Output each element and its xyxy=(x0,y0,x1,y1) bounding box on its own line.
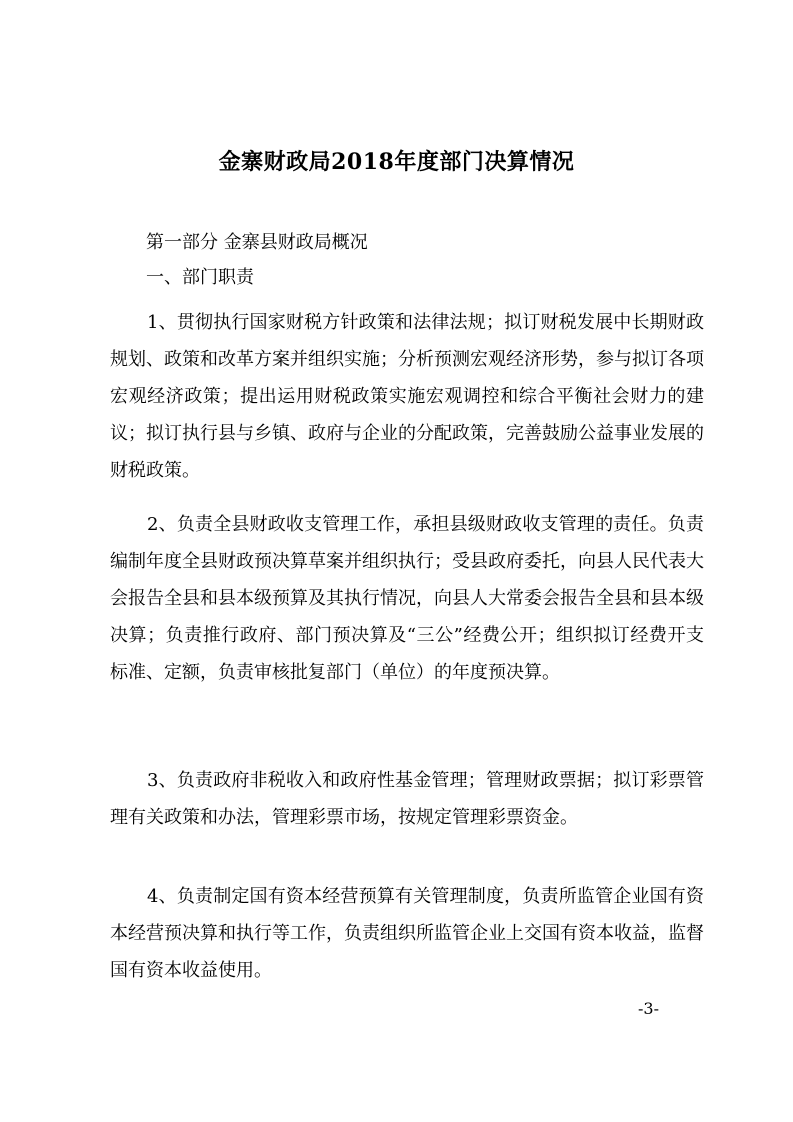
section-heading: 一、部门职责 xyxy=(146,267,254,288)
part-heading: 第一部分 金寨县财政局概况 xyxy=(146,232,368,253)
page-number: -3- xyxy=(638,999,659,1018)
paragraph-duty-1: 1、贯彻执行国家财税方针政策和法律法规；拟订财税发展中长期财政规划、政策和改革方案并组织实施；分析预测宏观经济形势，参与拟订各项宏观经济政策；提出运用财税政策实施宏观调控和综合平衡社会财力的建议；拟订执行县与乡镇、政府与企业的分配政策，完善鼓励公益事业发展的财税政策。 xyxy=(110,312,704,481)
paragraph-duty-2: 2、负责全县财政收支管理工作，承担县级财政收支管理的责任。负责编制年度全县财政预决算草案并组织执行；受县政府委托，向县人民代表大会报告全县和县本级预算及其执行情况，向县人大常委会报告全县和县本级决算；负责推行政府、部门预决算及“三公”经费公开；组织拟订经费开支标准、定额，负责审核批复部门（单位）的年度预决算。 xyxy=(110,514,704,683)
paragraph-duty-3: 3、负责政府非税收入和政府性基金管理；管理财政票据；拟订彩票管理有关政策和办法，管理彩票市场，按规定管理彩票资金。 xyxy=(110,770,704,828)
document-title: 金寨财政局2018年度部门决算情况 xyxy=(218,149,575,175)
paragraph-duty-4: 4、负责制定国有资本经营预算有关管理制度，负责所监管企业国有资本经营预决算和执行等工作，负责组织所监管企业上交国有资本收益，监督国有资本收益使用。 xyxy=(110,886,704,981)
